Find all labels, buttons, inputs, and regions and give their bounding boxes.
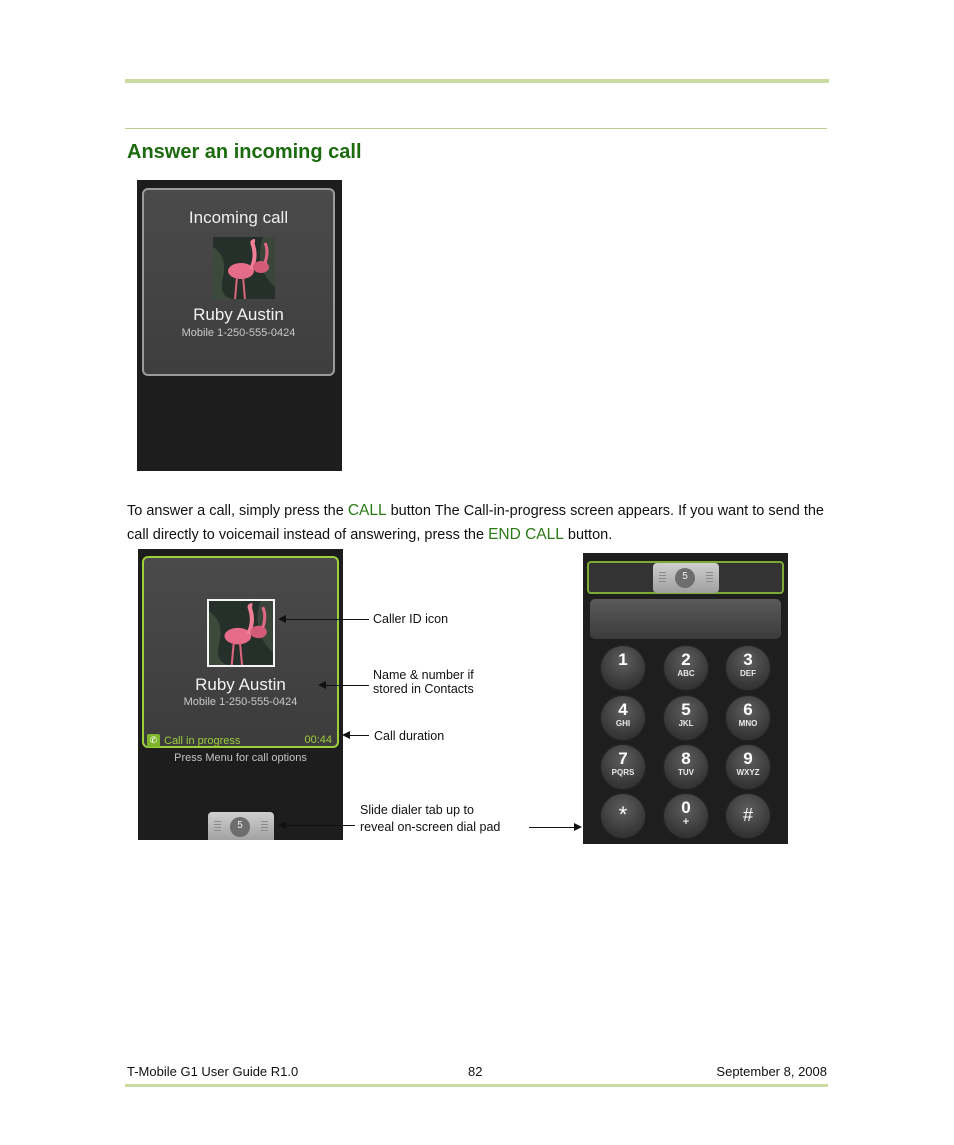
dial-key-4[interactable]: [600, 695, 646, 741]
call-in-progress-screenshot: [138, 549, 343, 840]
dial-key-9[interactable]: [725, 744, 771, 790]
dial-key-1[interactable]: [600, 645, 646, 691]
dialer-tab-digit: 5: [675, 568, 695, 588]
key-digit: 2: [681, 650, 691, 669]
arrow-caller-id: [284, 619, 369, 620]
key-letters: DEF: [740, 669, 756, 678]
key-digit: 4: [618, 700, 628, 719]
key-letters: GHI: [615, 719, 631, 728]
dial-pad-screenshot: [583, 553, 788, 844]
key-letters: +: [682, 816, 690, 828]
arrow-dialer-tab: [284, 825, 355, 826]
call-status-label: Call in progress: [164, 734, 241, 747]
grip-left: [214, 821, 221, 833]
menu-hint: Press Menu for call options: [174, 752, 307, 764]
caller-id-photo: [207, 599, 275, 667]
dial-key-8[interactable]: [663, 744, 709, 790]
key-digit: 5: [681, 700, 691, 719]
key-digit: 7: [618, 749, 628, 768]
annotation-slide-2: reveal on-screen dial pad: [360, 820, 501, 834]
incoming-call-title: Incoming call: [188, 208, 289, 227]
key-digit: 3: [743, 650, 753, 669]
key-letters: WXYZ: [736, 768, 760, 777]
paragraph-text-3: button.: [563, 527, 613, 543]
grip-right: [706, 572, 713, 584]
key-digit: 0: [681, 798, 691, 817]
arrow-duration: [348, 735, 369, 736]
dial-key-5[interactable]: [663, 695, 709, 741]
paragraph-text-2: button The Call-in-progress screen appears. If you want to send the call directly to voicemail instead of answering, press the: [127, 503, 824, 543]
section-rule: [125, 128, 827, 129]
key-letters: PQRS: [611, 768, 635, 777]
paragraph-text-1: To answer a call, simply press the: [127, 503, 348, 519]
dial-key-star[interactable]: [600, 793, 646, 839]
phone-icon: ✆: [147, 734, 160, 747]
call-status: [147, 734, 240, 747]
footer-rule: [125, 1084, 828, 1087]
annotation-slide-1: Slide dialer tab up to: [360, 803, 474, 817]
dialer-tab[interactable]: [653, 563, 719, 593]
key-digit: 9: [743, 749, 753, 768]
section-title: Answer an incoming call: [127, 141, 362, 163]
key-digit: 8: [681, 749, 691, 768]
annotation-call-duration: Call duration: [374, 729, 445, 743]
footer-left: T-Mobile G1 User Guide R1.0: [127, 1064, 299, 1079]
dial-key-hash[interactable]: [725, 793, 771, 839]
dialed-number-field[interactable]: [590, 599, 781, 639]
key-letters: TUV: [678, 768, 694, 777]
dial-key-2[interactable]: [663, 645, 709, 691]
key-letters: ABC: [677, 669, 695, 678]
arrow-dial-pad: [529, 827, 574, 828]
dial-key-3[interactable]: [725, 645, 771, 691]
key-digit: 1: [618, 650, 628, 669]
arrow-name-number: [324, 685, 369, 686]
footer-right: September 8, 2008: [716, 1064, 827, 1079]
incoming-call-screenshot: [137, 180, 342, 471]
annotation-caller-id: Caller ID icon: [373, 612, 449, 626]
instruction-paragraph: [127, 499, 827, 547]
arrow-head-dial-pad: [574, 823, 582, 831]
footer-page-number: 82: [468, 1064, 483, 1079]
caller-photo: [213, 237, 275, 299]
end-call-keyword: END CALL: [488, 526, 564, 543]
caller-name: Ruby Austin: [193, 305, 284, 324]
caller-name: Ruby Austin: [195, 675, 286, 694]
dial-key-6[interactable]: [725, 695, 771, 741]
call-in-progress-card: [142, 556, 339, 748]
key-digit: *: [618, 802, 628, 827]
caller-number: Mobile 1-250-555-0424: [181, 327, 296, 339]
dialer-tab[interactable]: [208, 812, 274, 840]
call-keyword: CALL: [347, 502, 387, 519]
header-rule: [125, 79, 829, 83]
annotation-name-number-1: Name & number if: [373, 668, 474, 682]
grip-left: [659, 572, 666, 584]
grip-right: [261, 821, 268, 833]
dial-key-0[interactable]: [663, 793, 709, 839]
key-digit: #: [742, 805, 753, 825]
dialer-tab-digit: 5: [230, 817, 250, 837]
annotation-name-number-2: stored in Contacts: [373, 682, 474, 696]
call-duration: 00:44: [304, 734, 332, 746]
caller-number: Mobile 1-250-555-0424: [183, 696, 298, 708]
key-letters: MNO: [738, 719, 758, 728]
key-digit: 6: [743, 700, 753, 719]
key-letters: JKL: [678, 719, 694, 728]
incoming-call-card: [142, 188, 335, 376]
dial-key-7[interactable]: [600, 744, 646, 790]
